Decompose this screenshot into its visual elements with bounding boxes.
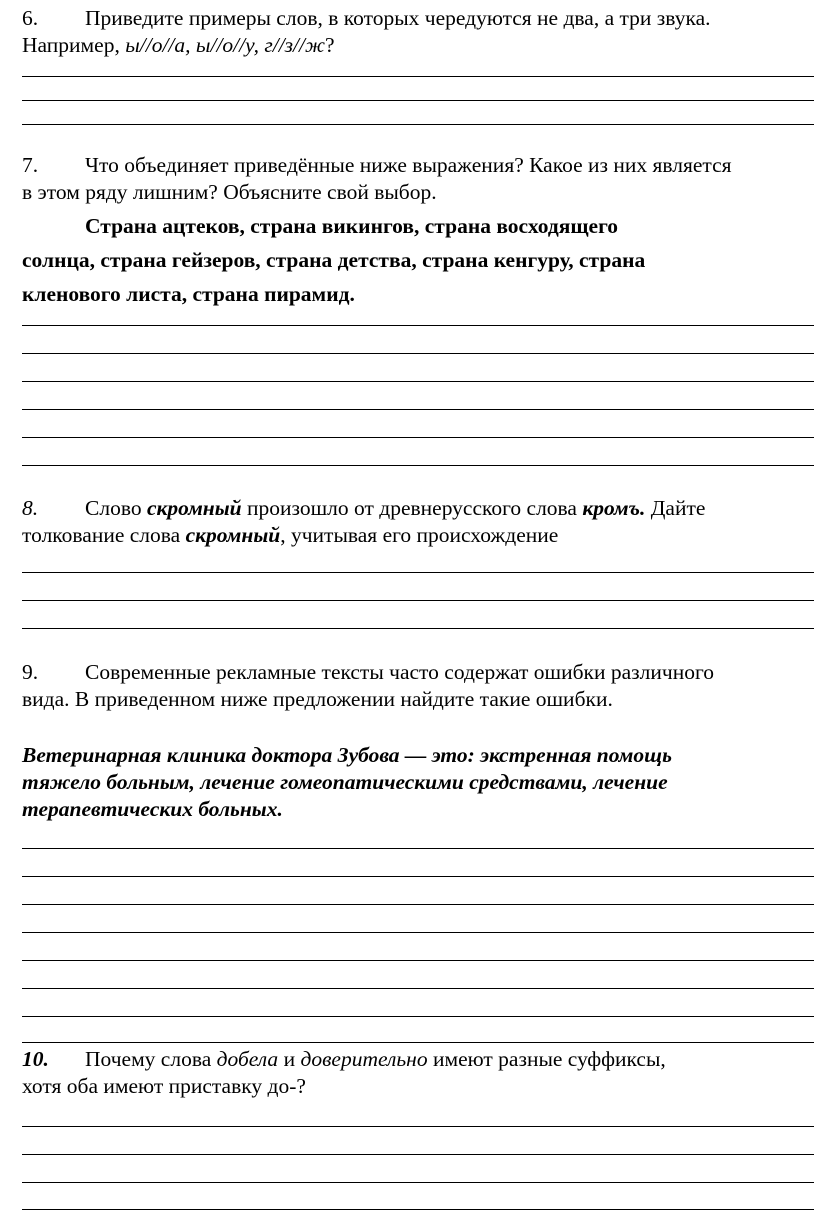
question-6-line-2	[22, 32, 812, 59]
question-number: 7.	[22, 153, 39, 177]
word-skromny: скромный	[146, 496, 242, 520]
question-text: Слово	[85, 496, 147, 520]
example-line: тяжело больным, лечение гомеопатическими средствами, лечение	[22, 770, 668, 794]
question-number: 6.	[22, 6, 39, 30]
example-alternations: ы//о//а, ы//о//у, г//з//ж	[125, 33, 326, 57]
expression-line: солнца, страна гейзеров, страна детства, страна кенгуру, страна	[22, 248, 646, 272]
question-9-example-sentence	[22, 742, 812, 823]
word-skromny: скромный	[185, 523, 281, 547]
answer-line[interactable]	[22, 1154, 814, 1155]
answer-line[interactable]	[22, 932, 814, 933]
answer-line[interactable]	[22, 1016, 814, 1017]
word-dobela: добела	[216, 1047, 279, 1071]
question-text: ?	[325, 33, 335, 57]
question-text: вида. В приведенном ниже предложении найдите такие ошибки.	[22, 687, 613, 711]
expression-line: Страна ацтеков, страна викингов, страна восходящего	[85, 214, 619, 238]
question-9-line-1	[22, 659, 812, 686]
answer-line[interactable]	[22, 1209, 814, 1210]
word-doveritelno: доверительно	[300, 1047, 428, 1071]
answer-line[interactable]	[22, 572, 814, 573]
question-text: и	[278, 1047, 301, 1071]
question-text: Современные рекламные тексты часто содержат ошибки различного	[85, 660, 715, 684]
question-7-line-1	[22, 152, 812, 179]
question-8	[22, 495, 812, 549]
question-number: 8.	[22, 496, 39, 520]
question-text: произошло от древнерусского слова	[241, 496, 583, 520]
question-10-line-1	[22, 1046, 812, 1073]
question-6	[22, 5, 812, 59]
answer-line[interactable]	[22, 876, 814, 877]
answer-line[interactable]	[22, 381, 814, 382]
question-number: 9.	[22, 660, 39, 684]
answer-line[interactable]	[22, 325, 814, 326]
answer-line[interactable]	[22, 100, 814, 101]
answer-line[interactable]	[22, 960, 814, 961]
question-number: 10.	[22, 1047, 49, 1071]
example-line: Ветеринарная клиника доктора Зубова — это: экстренная помощь	[22, 743, 672, 767]
question-7	[22, 152, 812, 206]
question-text: в этом ряду лишним? Объясните свой выбор.	[22, 180, 437, 204]
answer-line[interactable]	[22, 1182, 814, 1183]
question-text: Дайте	[645, 496, 706, 520]
answer-line[interactable]	[22, 465, 814, 466]
question-text: Например,	[22, 33, 126, 57]
question-8-line-2	[22, 522, 812, 549]
answer-line[interactable]	[22, 1042, 814, 1043]
answer-line[interactable]	[22, 124, 814, 125]
answer-line[interactable]	[22, 353, 814, 354]
question-8-line-1	[22, 495, 812, 522]
question-text: Приведите примеры слов, в которых чередуются не два, а три звука.	[85, 6, 711, 30]
answer-line[interactable]	[22, 848, 814, 849]
answer-line[interactable]	[22, 76, 814, 77]
answer-line[interactable]	[22, 1126, 814, 1127]
question-text: хотя оба имеют приставку до-?	[22, 1074, 306, 1098]
question-6-line-1	[22, 5, 812, 32]
answer-line[interactable]	[22, 409, 814, 410]
answer-line[interactable]	[22, 904, 814, 905]
question-10	[22, 1046, 812, 1100]
example-line: терапевтических больных.	[22, 797, 283, 821]
expression-line: кленового листа, страна пирамид.	[22, 282, 355, 306]
answer-line[interactable]	[22, 988, 814, 989]
question-9	[22, 659, 812, 713]
question-text: Что объединяет приведённые ниже выражения? Какое из них является	[85, 153, 732, 177]
question-text: , учитывая его происхождение	[280, 523, 559, 547]
question-text: имеют разные суффиксы,	[427, 1047, 666, 1071]
answer-line[interactable]	[22, 437, 814, 438]
question-7-expressions	[22, 209, 812, 311]
word-krom: кромъ.	[582, 496, 646, 520]
answer-line[interactable]	[22, 600, 814, 601]
answer-line[interactable]	[22, 628, 814, 629]
question-text: Почему слова	[85, 1047, 217, 1071]
question-text: толкование слова	[22, 523, 186, 547]
